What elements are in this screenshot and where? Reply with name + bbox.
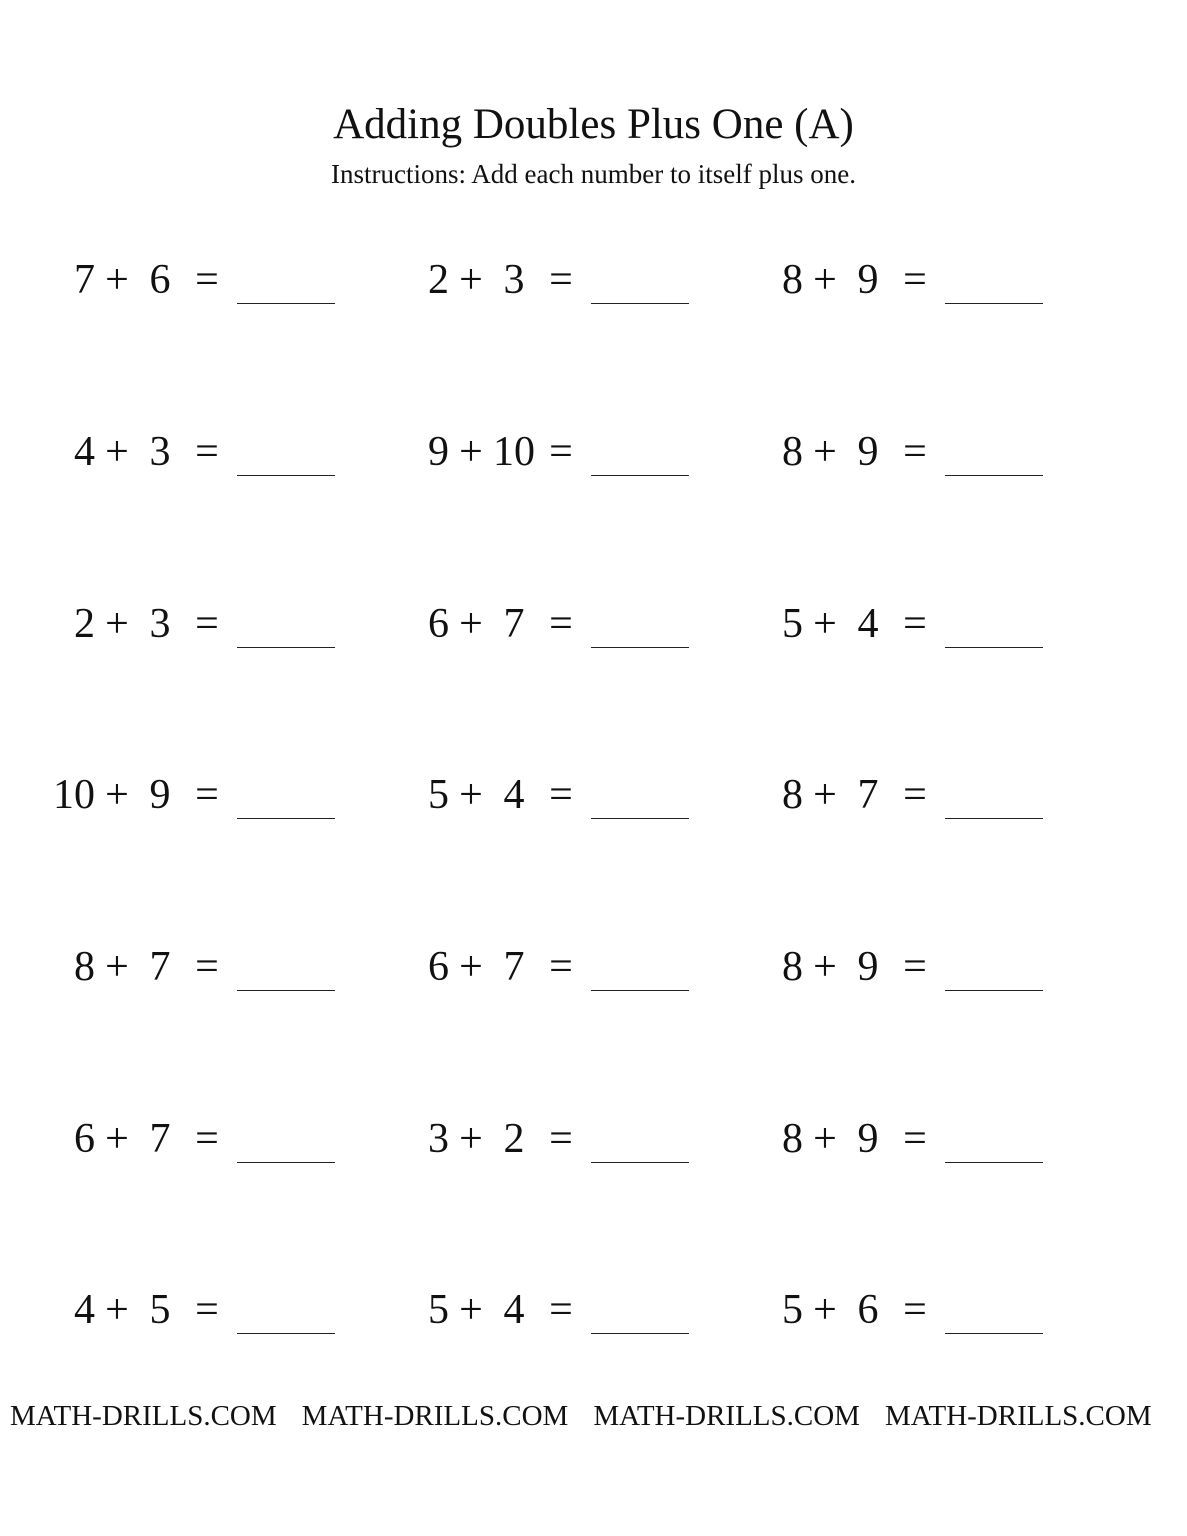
plus-sign: + — [813, 772, 837, 818]
first-addend: 7 — [74, 257, 95, 303]
second-addend: 5 — [149, 1287, 171, 1333]
plus-sign: + — [105, 1116, 129, 1162]
problem-item — [45, 250, 365, 310]
problem-item — [399, 594, 719, 654]
problem-item — [45, 1280, 365, 1340]
first-addend: 6 — [74, 1116, 95, 1162]
answer-blank[interactable] — [591, 647, 689, 648]
equals-sign: = — [903, 1287, 927, 1333]
plus-sign: + — [459, 257, 483, 303]
first-addend: 10 — [53, 772, 95, 818]
problem-item — [399, 937, 719, 997]
first-addend: 5 — [782, 1287, 803, 1333]
second-addend: 2 — [503, 1116, 525, 1162]
first-addend: 8 — [74, 944, 95, 990]
second-addend: 7 — [149, 944, 171, 990]
plus-sign: + — [105, 257, 129, 303]
plus-sign: + — [813, 257, 837, 303]
problem-item — [399, 765, 719, 825]
problem-item — [753, 1109, 1073, 1169]
second-addend: 3 — [149, 429, 171, 475]
problem-item — [45, 1109, 365, 1169]
worksheet-instructions: Instructions: Add each number to itself plus one. — [331, 159, 856, 189]
plus-sign: + — [813, 601, 837, 647]
first-addend: 4 — [74, 429, 95, 475]
watermark-text: MATH-DRILLS.COM — [301, 1400, 569, 1432]
equals-sign: = — [903, 601, 927, 647]
second-addend: 4 — [857, 601, 879, 647]
second-addend: 9 — [857, 257, 879, 303]
equals-sign: = — [195, 944, 219, 990]
second-addend: 7 — [857, 772, 879, 818]
answer-blank[interactable] — [591, 1162, 689, 1163]
watermark-text: MATH-DRILLS.COM — [10, 1400, 277, 1432]
first-addend: 8 — [782, 429, 803, 475]
answer-blank[interactable] — [237, 303, 335, 304]
first-addend: 9 — [428, 429, 449, 475]
second-addend: 9 — [857, 1116, 879, 1162]
second-addend: 9 — [857, 429, 879, 475]
first-addend: 6 — [428, 944, 449, 990]
equals-sign: = — [195, 429, 219, 475]
first-addend: 5 — [428, 1287, 449, 1333]
problem-item — [753, 765, 1073, 825]
second-addend: 4 — [503, 1287, 525, 1333]
equals-sign: = — [903, 944, 927, 990]
equals-sign: = — [549, 429, 573, 475]
problem-item — [399, 250, 719, 310]
problem-item — [753, 594, 1073, 654]
equals-sign: = — [549, 601, 573, 647]
second-addend: 9 — [857, 944, 879, 990]
watermark-text: MATH-DRILLS.COM — [884, 1400, 1152, 1432]
first-addend: 8 — [782, 772, 803, 818]
equals-sign: = — [195, 1287, 219, 1333]
plus-sign: + — [459, 772, 483, 818]
answer-blank[interactable] — [237, 647, 335, 648]
worksheet-title: Adding Doubles Plus One (A) — [333, 101, 854, 148]
answer-blank[interactable] — [945, 303, 1043, 304]
plus-sign: + — [459, 429, 483, 475]
plus-sign: + — [459, 1287, 483, 1333]
answer-blank[interactable] — [945, 990, 1043, 991]
problem-item — [753, 422, 1073, 482]
plus-sign: + — [813, 429, 837, 475]
plus-sign: + — [459, 944, 483, 990]
equals-sign: = — [903, 1116, 927, 1162]
plus-sign: + — [459, 1116, 483, 1162]
first-addend: 8 — [782, 257, 803, 303]
problem-item — [45, 422, 365, 482]
first-addend: 3 — [428, 1116, 449, 1162]
answer-blank[interactable] — [945, 1333, 1043, 1334]
plus-sign: + — [105, 944, 129, 990]
equals-sign: = — [195, 1116, 219, 1162]
answer-blank[interactable] — [237, 990, 335, 991]
equals-sign: = — [549, 257, 573, 303]
answer-blank[interactable] — [237, 1162, 335, 1163]
second-addend: 6 — [149, 257, 171, 303]
answer-blank[interactable] — [591, 818, 689, 819]
first-addend: 5 — [782, 601, 803, 647]
answer-blank[interactable] — [237, 475, 335, 476]
problem-item — [399, 1280, 719, 1340]
plus-sign: + — [813, 1116, 837, 1162]
first-addend: 4 — [74, 1287, 95, 1333]
footer-watermark-strip — [10, 1396, 1177, 1436]
second-addend: 9 — [149, 772, 171, 818]
second-addend: 3 — [503, 257, 525, 303]
second-addend: 7 — [503, 944, 525, 990]
equals-sign: = — [549, 944, 573, 990]
answer-blank[interactable] — [945, 647, 1043, 648]
equals-sign: = — [195, 257, 219, 303]
equals-sign: = — [549, 772, 573, 818]
answer-blank[interactable] — [945, 475, 1043, 476]
plus-sign: + — [459, 601, 483, 647]
equals-sign: = — [549, 1116, 573, 1162]
first-addend: 5 — [428, 772, 449, 818]
plus-sign: + — [105, 772, 129, 818]
problem-item — [45, 765, 365, 825]
answer-blank[interactable] — [591, 1333, 689, 1334]
first-addend: 2 — [74, 601, 95, 647]
equals-sign: = — [549, 1287, 573, 1333]
problem-item — [753, 1280, 1073, 1340]
second-addend: 3 — [149, 601, 171, 647]
plus-sign: + — [105, 601, 129, 647]
answer-blank[interactable] — [591, 303, 689, 304]
problem-item — [753, 937, 1073, 997]
plus-sign: + — [813, 1287, 837, 1333]
equals-sign: = — [903, 429, 927, 475]
second-addend: 4 — [503, 772, 525, 818]
answer-blank[interactable] — [945, 818, 1043, 819]
first-addend: 8 — [782, 1116, 803, 1162]
second-addend: 7 — [503, 601, 525, 647]
watermark-text: MATH-DRILLS.COM — [593, 1400, 860, 1432]
answer-blank[interactable] — [237, 1333, 335, 1334]
second-addend: 7 — [149, 1116, 171, 1162]
answer-blank[interactable] — [591, 990, 689, 991]
first-addend: 8 — [782, 944, 803, 990]
second-addend: 6 — [857, 1287, 879, 1333]
equals-sign: = — [195, 601, 219, 647]
problem-item — [753, 250, 1073, 310]
problem-item — [399, 1109, 719, 1169]
answer-blank[interactable] — [237, 818, 335, 819]
second-addend: 10 — [493, 429, 535, 475]
plus-sign: + — [813, 944, 837, 990]
equals-sign: = — [195, 772, 219, 818]
equals-sign: = — [903, 257, 927, 303]
first-addend: 2 — [428, 257, 449, 303]
plus-sign: + — [105, 429, 129, 475]
plus-sign: + — [105, 1287, 129, 1333]
problem-item — [399, 422, 719, 482]
equals-sign: = — [903, 772, 927, 818]
answer-blank[interactable] — [945, 1162, 1043, 1163]
footer-watermark — [10, 1396, 1152, 1436]
first-addend: 6 — [428, 601, 449, 647]
problem-item — [45, 594, 365, 654]
problem-item — [45, 937, 365, 997]
answer-blank[interactable] — [591, 475, 689, 476]
